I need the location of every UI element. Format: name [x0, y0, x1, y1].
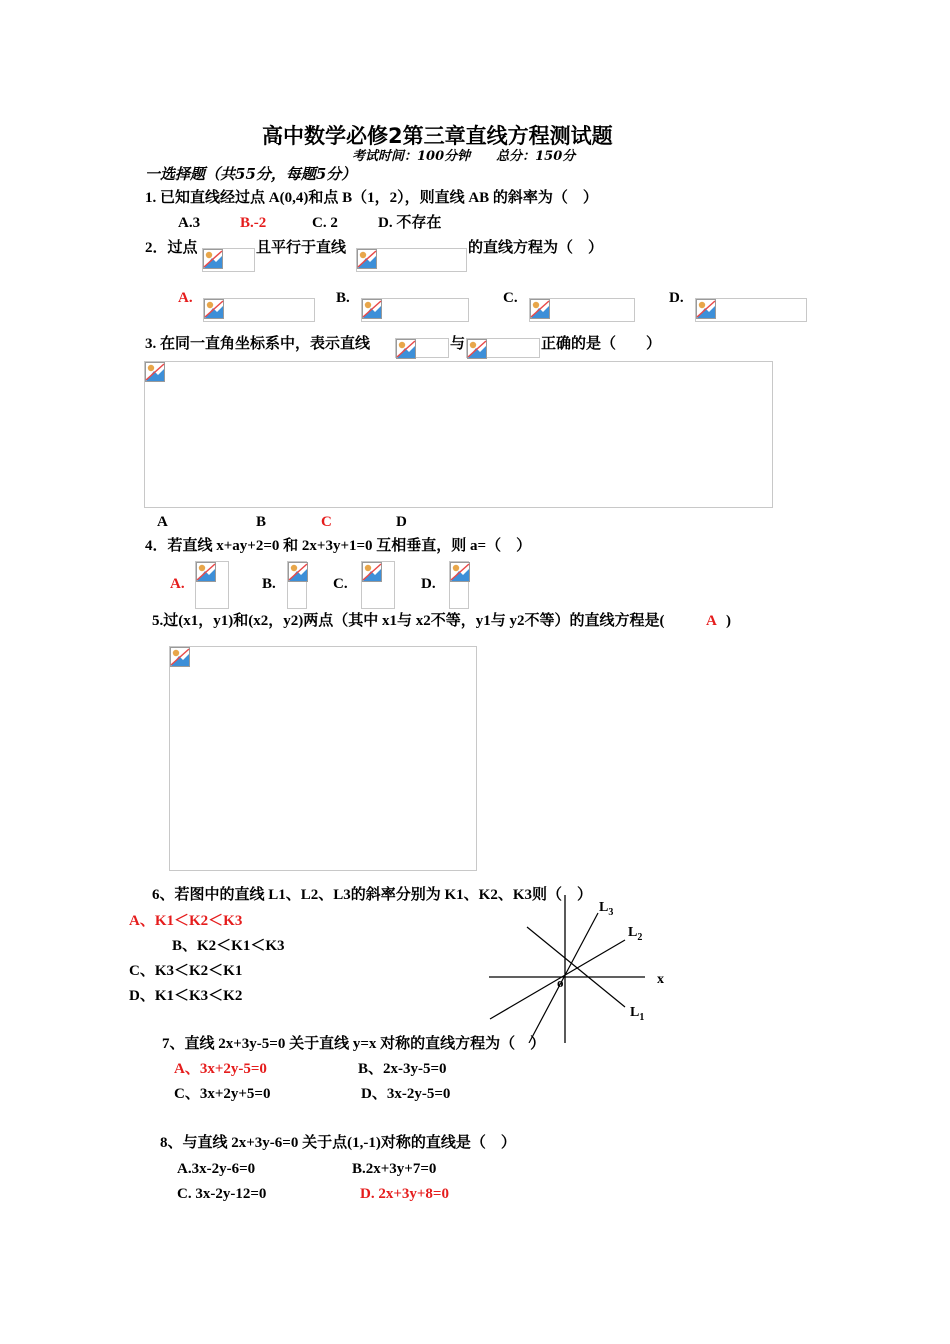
- broken-image-icon: [357, 249, 377, 269]
- broken-image-icon: [204, 299, 224, 319]
- q3-stem-mid: 与: [450, 336, 466, 352]
- q6-option-b: B、K2＜K1＜K3: [172, 938, 285, 954]
- q2-option-c: C.: [503, 290, 518, 306]
- q2-stem-mid: 且平行于直线: [256, 240, 347, 256]
- broken-image-icon: [450, 562, 470, 582]
- q3-label-b: B: [256, 514, 267, 530]
- q8-option-b: B.2x+3y+7=0: [352, 1161, 437, 1177]
- q3-line2-image: [466, 338, 540, 358]
- q4-option-c: C.: [333, 576, 348, 592]
- q1-option-a: A.3: [178, 215, 201, 231]
- broken-image-icon: [396, 339, 416, 359]
- q7-option-a: A、3x+2y-5=0: [174, 1061, 267, 1077]
- q2-option-d: D.: [669, 290, 684, 306]
- page-title: 高中数学必修2第三章直线方程测试题: [262, 124, 613, 148]
- broken-image-icon: [170, 647, 190, 667]
- section-heading: 一选择题（共55分，每题5分）: [145, 165, 357, 183]
- q2-option-a-image: [203, 298, 315, 322]
- q3-label-d: D: [396, 514, 407, 530]
- q1-stem: 1. 已知直线经过点 A(0,4)和点 B（1，2），则直线 AB 的斜率为（ ）: [145, 190, 598, 206]
- q3-line1-image: [395, 338, 449, 358]
- q5-answer: A: [706, 613, 717, 629]
- q5-options-image: [169, 646, 477, 871]
- label-l1: $L_1$: [630, 1005, 645, 1023]
- line-l1: [527, 927, 625, 1007]
- broken-image-icon: [362, 299, 382, 319]
- q8-stem: 8、与直线 2x+3y-6=0 关于点(1,-1)对称的直线是（ ）: [160, 1135, 516, 1151]
- q7-option-d: D、3x-2y-5=0: [361, 1086, 451, 1102]
- q7-option-b: B、2x-3y-5=0: [358, 1061, 447, 1077]
- q1-option-d: D. 不存在: [378, 215, 442, 231]
- q6-option-d: D、K1＜K3＜K2: [129, 988, 243, 1004]
- q3-label-c: C: [321, 514, 332, 530]
- q3-stem-prefix: 3. 在同一直角坐标系中，表示直线: [145, 336, 371, 352]
- q6-option-a: A、K1＜K2＜K3: [129, 913, 243, 929]
- q4-option-b-image: [287, 561, 307, 609]
- q7-stem: 7、直线 2x+3y-5=0 关于直线 y=x 对称的直线方程为（ ）: [162, 1036, 546, 1052]
- q3-label-a: A: [157, 514, 168, 530]
- q8-option-a: A.3x-2y-6=0: [177, 1161, 256, 1177]
- q4-option-c-image: [361, 561, 395, 609]
- q6-stem: 6、若图中的直线 L1、L2、L3的斜率分别为 K1、K2、K3则（ ）: [152, 887, 593, 903]
- broken-image-icon: [696, 299, 716, 319]
- q4-option-a-image: [195, 561, 229, 609]
- q3-graphs-image: [144, 361, 773, 508]
- q4-stem: 4．若直线 x+ay+2=0 和 2x+3y+1=0 互相垂直，则 a=（ ）: [145, 538, 532, 554]
- q3-stem-suffix: 正确的是（ ）: [541, 336, 662, 352]
- q4-option-b: B.: [262, 576, 276, 592]
- q8-option-d: D. 2x+3y+8=0: [360, 1186, 449, 1202]
- q2-option-a: A.: [178, 290, 193, 306]
- q2-option-b-image: [361, 298, 469, 322]
- q5-stem: 5.过(x1，y1)和(x2，y2)两点（其中 x1与 x2不等，y1与 y2不等）的直线方程是(: [152, 613, 665, 629]
- label-origin: o: [557, 975, 564, 990]
- exam-info: 考试时间：100分钟 总分：150分: [352, 149, 576, 164]
- q2-stem-prefix: 2．过点: [145, 240, 198, 256]
- broken-image-icon: [145, 362, 165, 382]
- q4-option-a: A.: [170, 576, 185, 592]
- q8-option-c: C. 3x-2y-12=0: [177, 1186, 267, 1202]
- q4-option-d-image: [449, 561, 469, 609]
- q2-option-c-image: [529, 298, 635, 322]
- broken-image-icon: [467, 339, 487, 359]
- q6-line-figure: [485, 895, 685, 1043]
- broken-image-icon: [288, 562, 308, 582]
- q2-option-b: B.: [336, 290, 350, 306]
- q2-stem-suffix: 的直线方程为（ ）: [468, 240, 604, 256]
- q2-point-image: [202, 248, 255, 272]
- label-x: x: [657, 972, 664, 987]
- broken-image-icon: [196, 562, 216, 582]
- label-l2: $L_2$: [628, 925, 643, 943]
- label-l3: $L_3$: [599, 900, 614, 918]
- q4-option-d: D.: [421, 576, 436, 592]
- q6-option-c: C、K3＜K2＜K1: [129, 963, 243, 979]
- q7-option-c: C、3x+2y+5=0: [174, 1086, 271, 1102]
- broken-image-icon: [530, 299, 550, 319]
- q1-option-c: C. 2: [312, 215, 338, 231]
- q2-line-image: [356, 248, 467, 272]
- broken-image-icon: [362, 562, 382, 582]
- broken-image-icon: [203, 249, 223, 269]
- line-l3: [529, 913, 598, 1043]
- q2-option-d-image: [695, 298, 807, 322]
- q1-option-b: B.-2: [240, 215, 267, 231]
- q5-close: ): [726, 613, 731, 629]
